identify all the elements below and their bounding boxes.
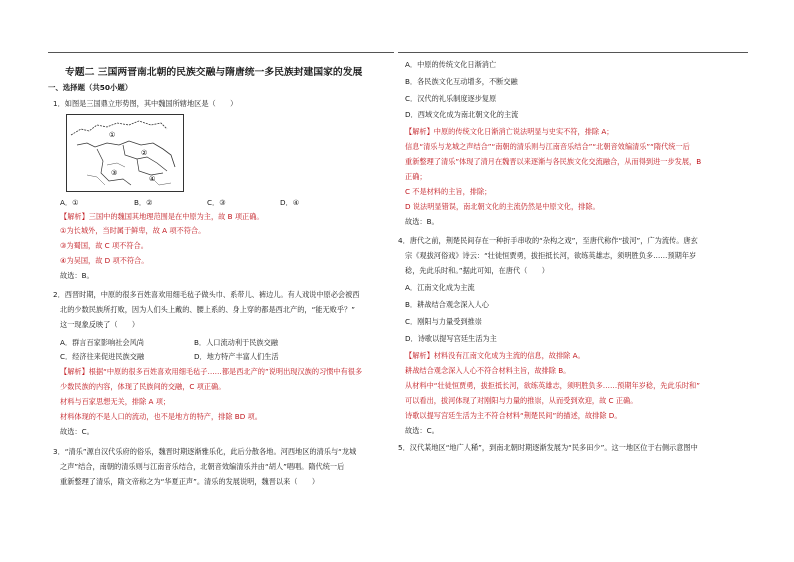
- map-marker-3: ③: [111, 169, 118, 177]
- q3-analysis-line: 信息“清乐与龙城之声结合”“南朝的清乐则与江南音乐结合”“北朝音效编清乐”“隋代统一后: [405, 142, 690, 151]
- q3-option-a[interactable]: A．中原的传统文化日渐消亡: [405, 60, 497, 69]
- q4-stem-line: 宗《观拔河俗戏》诗云：“壮徒恒贾勇，拔拒抵长河，欲练英雄志，须明胜负多……预期年岁: [405, 251, 697, 260]
- top-rule-right: [398, 52, 748, 53]
- q4-option-d[interactable]: D．诗歌以提写宫廷生活为主: [405, 334, 497, 343]
- q3-option-d[interactable]: D．西域文化成为南北朝文化的主流: [405, 110, 519, 119]
- q2-stem-line: 2．西晋时期，中原的很多百姓喜欢用细毛毡子做头巾、系带儿、裤边儿。有人戏说中原必会被西: [53, 290, 360, 299]
- top-rule: [48, 52, 394, 53]
- q4-analysis-line: 可以看出，拔河体现了对刚阳与力量的推崇，从而受到欢迎，故 C 正确。: [405, 396, 638, 405]
- map-marker-4: ④: [149, 175, 156, 183]
- map-drawing: [67, 115, 183, 191]
- q2-analysis-line: 材料与百家思想无关，排除 A 项；: [60, 397, 171, 406]
- q2-analysis-line: 少数民族的内容，体现了民族间的交融，C 项正确。: [60, 382, 226, 391]
- q3-analysis-line: 【解析】中原的传统文化日渐消亡说法明显与史实不符，排除 A；: [405, 127, 614, 136]
- q4-analysis-line: 耕战结合观念深入人心不符合材料主旨，故排除 B。: [405, 366, 571, 375]
- q1-analysis-line: ①为长城外，当时属于鲜卑，故 A 项不符合。: [60, 226, 206, 235]
- q1-analysis-line: 【解析】三国中的魏国其地理范围是在中原为主，故 B 项正确。: [60, 212, 264, 221]
- q2-option-b[interactable]: B．人口流动利于民族交融: [194, 338, 278, 347]
- q4-option-a[interactable]: A．江南文化成为主流: [405, 283, 475, 292]
- q1-answer: 故选：B。: [60, 271, 94, 280]
- q1-stem: 1．如图是三国鼎立形势图，其中魏国所辖地区是（ ）: [53, 99, 238, 108]
- q3-stem-line: 重新整理了清乐，隋文帝称之为“华夏正声”。清乐的发展说明，魏晋以来（ ）: [60, 477, 320, 486]
- q3-stem-line: 之声”结合，南朝的清乐则与江南音乐结合，北朝音效编清乐并由“胡人”唱唱。隋代统一后: [60, 462, 345, 471]
- q4-stem-line: 4．唐代之前，荆楚民间存在一种折手串收的“杂构之戏”，至唐代称作“拔河”，广为流传。唐玄: [398, 236, 698, 245]
- q4-stem-line: 稔，先此乐时和。”据此可知，在唐代（ ）: [405, 266, 549, 275]
- q2-analysis-line: 【解析】根据“中原的很多百姓喜欢用细毛毡子……都是西北产的”说明出现汉族的习惯中有很多: [60, 367, 363, 376]
- map-marker-1: ①: [109, 131, 116, 139]
- q2-stem-line: 这一现象反映了（ ）: [60, 320, 140, 329]
- q2-answer: 故选：C。: [60, 427, 94, 436]
- q3-analysis-line: 重新整理了清乐”体现了清月在魏晋以来逐渐与各民族文化交流融合，从而得到进一步发展，B: [405, 157, 702, 166]
- q1-option-a[interactable]: A．①: [60, 198, 79, 207]
- section-heading: 一、选择题（共50小题）: [48, 83, 133, 92]
- q4-option-c[interactable]: C．刚阳与力量受到推崇: [405, 317, 482, 326]
- three-kingdoms-map: [66, 114, 184, 192]
- q4-analysis-line: 诗歌以提写宫廷生活为主不符合材料“荆楚民间”的描述，故排除 D。: [405, 411, 622, 420]
- q2-analysis-line: 材料体现的不是人口的流动，也不是地方的特产，排除 BD 项。: [60, 412, 262, 421]
- q4-analysis-line: 【解析】材料没有江南文化成为主流的信息，故排除 A。: [405, 351, 585, 360]
- page-title: 专题二 三国两晋南北朝的民族交融与隋唐统一多民族封建国家的发展: [65, 67, 363, 78]
- q3-analysis-line: C 不是材料的主旨，排除；: [405, 187, 492, 196]
- map-marker-2: ②: [141, 149, 148, 157]
- q4-option-b[interactable]: B．耕战结合观念深入人心: [405, 300, 489, 309]
- q2-stem-line: 北的少数民族所打败，因为人们头上戴的、腰上系的、身上穿的都是西北产的，“能无败乎？”: [60, 305, 355, 314]
- q5-stem: 5．汉代某地区“地广人稀”，到南北朝时期逐渐发展为“民多田少”。这一地区位于右侧示意图中: [398, 443, 698, 452]
- q1-analysis-line: ③为蜀国，故 C 项不符合。: [60, 241, 148, 250]
- q3-analysis-line: 正确；: [405, 172, 427, 181]
- q3-option-c[interactable]: C．汉代的礼乐制度逐步复原: [405, 94, 497, 103]
- q2-option-a[interactable]: A．群言百家影响社会风尚: [60, 338, 144, 347]
- q1-option-b[interactable]: B．②: [134, 198, 153, 207]
- q4-answer: 故选：C。: [405, 426, 439, 435]
- q3-stem-line: 3．“清乐”源自汉代乐府的俗乐，魏晋时期逐渐雅乐化，此后分散各地。河西地区的清乐与“龙城: [53, 447, 357, 456]
- q2-option-c[interactable]: C．经济往来促进民族交融: [60, 352, 145, 361]
- q4-analysis-line: 从材料中“壮徒恒贾勇，拔拒抵长河，欲练英雄志，须明胜负多……预期年岁稔，先此乐时和”: [405, 381, 700, 390]
- q3-analysis-line: D 说法明显错误，南北朝文化的主流仍然是中原文化，排除。: [405, 202, 600, 211]
- q1-option-d[interactable]: D．④: [280, 198, 300, 207]
- q3-answer: 故选：B。: [405, 217, 439, 226]
- q3-option-b[interactable]: B．各民族文化互动增多，不断交融: [405, 77, 518, 86]
- q2-option-d[interactable]: D．地方特产丰富人们生活: [194, 352, 279, 361]
- q1-option-c[interactable]: C．③: [207, 198, 226, 207]
- q1-analysis-line: ④为吴国，故 D 项不符合。: [60, 256, 149, 265]
